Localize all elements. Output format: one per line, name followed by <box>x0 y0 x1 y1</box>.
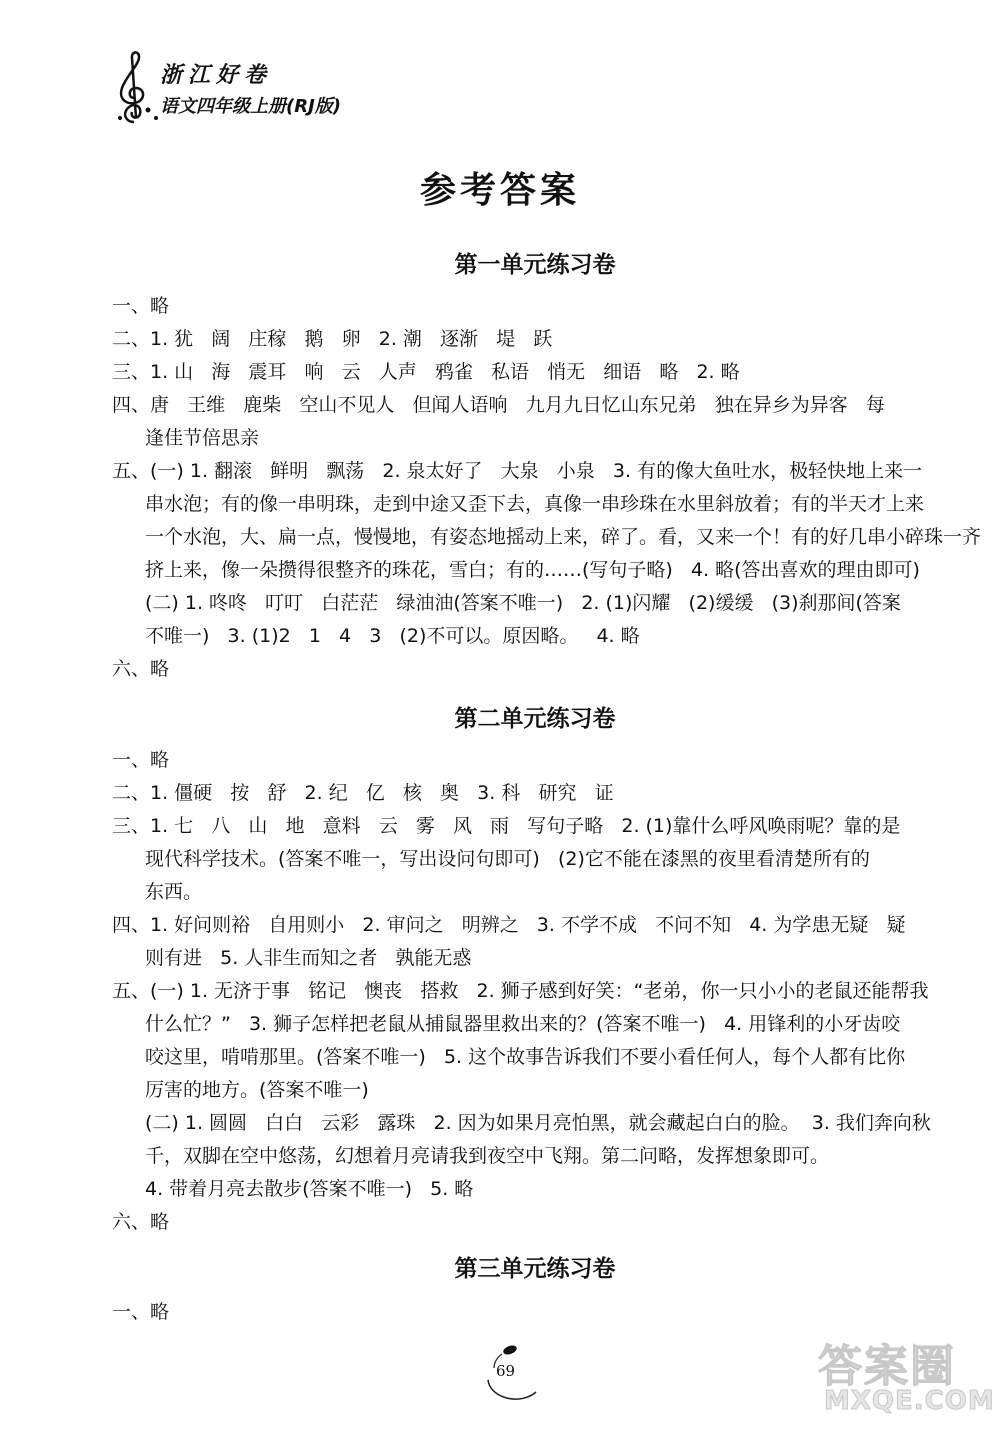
page-number <box>480 1340 550 1410</box>
answer-line: 什么忙？” 3. 狮子怎样把老鼠从捕鼠器里救出来的？(答案不唯一) 4. 用锋利的小牙齿咬 <box>145 1013 901 1035</box>
book-header <box>112 48 452 128</box>
answer-line: 东西。 <box>145 881 203 903</box>
watermark-bottom: MXQE.COM <box>824 1386 995 1416</box>
answer-line: 挤上来，像一朵攒得很整齐的珠花，雪白；有的……(写句子略) 4. 略(答出喜欢的理由即可) <box>145 559 920 581</box>
answer-line: 二、1. 犹 阔 庄稼 鹅 卵 2. 潮 逐渐 堤 跃 <box>112 328 553 350</box>
answer-line: 不唯一) 3. (1)2 1 4 3 (2)不可以。原因略。 4. 略 <box>145 625 640 647</box>
watermark-top: 答案圈 <box>818 1341 956 1392</box>
answer-line: (二) 1. 咚咚 叮叮 白茫茫 绿油油(答案不唯一) 2. (1)闪耀 (2)缓缓 (3)刹那间(答案 <box>145 592 901 614</box>
unit-1-title: 第一单元练习卷 <box>454 252 616 278</box>
answer-line: 三、1. 山 海 震耳 响 云 人声 鸦雀 私语 悄无 细语 略 2. 略 <box>112 361 740 383</box>
answer-line: 一、略 <box>112 749 170 771</box>
answer-line: 二、1. 僵硬 按 舒 2. 纪 亿 核 奥 3. 科 研究 证 <box>112 782 614 804</box>
answer-line: 咬这里，啃啃那里。(答案不唯一) 5. 这个故事告诉我们不要小看任何人，每个人都有比你 <box>145 1046 906 1068</box>
page-title: 参考答案 <box>419 170 580 211</box>
book-subtitle: 语文四年级上册(RJ版) <box>160 96 342 117</box>
answer-line: 三、1. 七 八 山 地 意料 云 雾 风 雨 写句子略 2. (1)靠什么呼风唤雨呢？靠的是 <box>112 815 901 837</box>
answer-line: 五、(一) 1. 翻滚 鲜明 飘荡 2. 泉太好了 大泉 小泉 3. 有的像大鱼吐水，极轻快地上来一 <box>112 460 923 482</box>
brand-title: 浙江好卷 <box>160 62 273 88</box>
answer-line: 现代科学技术。(答案不唯一，写出设问句即可) (2)它不能在漆黑的夜里看清楚所有的 <box>145 848 870 870</box>
answer-line: 一、略 <box>112 295 170 317</box>
answer-line: 五、(一) 1. 无济于事 铭记 懊丧 搭救 2. 狮子感到好笑：“老弟，你一只小小的老鼠还能帮我 <box>112 980 929 1002</box>
page-number-text: 69 <box>496 1362 516 1380</box>
answer-line: 六、略 <box>112 658 170 680</box>
answer-line: 四、1. 好问则裕 自用则小 2. 审问之 明辨之 3. 不学不成 不问不知 4. 为学患无疑 疑 <box>112 914 906 936</box>
answer-line: 厉害的地方。(答案不唯一) <box>145 1079 369 1101</box>
answer-line: 一个水泡，大、扁一点，慢慢地，有姿态地摇动上来，碎了。看，又来一个！有的好几串小碎珠一齐 <box>145 526 982 548</box>
answer-line: 则有进 5. 人非生而知之者 孰能无惑 <box>145 947 472 969</box>
unit-2-title: 第二单元练习卷 <box>454 706 616 732</box>
answer-line: 六、略 <box>112 1211 170 1233</box>
answer-line: 4. 带着月亮去散步(答案不唯一) 5. 略 <box>145 1178 474 1200</box>
answer-line: 一、略 <box>112 1301 170 1323</box>
answer-line: (二) 1. 圆圆 白白 云彩 露珠 2. 因为如果月亮怕黑，就会藏起白白的脸。 3. 我们奔向秋 <box>145 1112 931 1134</box>
answer-line: 串水泡；有的像一串明珠，走到中途又歪下去，真像一串珍珠在水里斜放着；有的半天才上来 <box>145 493 925 515</box>
answer-line: 四、唐 王维 鹿柴 空山不见人 但闻人语响 九月九日忆山东兄弟 独在异乡为异客 每 <box>112 394 885 416</box>
music-note-icon <box>112 48 162 128</box>
answer-line: 千，双脚在空中悠荡，幻想着月亮请我到夜空中飞翔。第二问略，发挥想象即可。 <box>145 1145 830 1167</box>
answer-line: 逢佳节倍思亲 <box>145 427 260 449</box>
watermark <box>818 1330 993 1420</box>
unit-3-title: 第三单元练习卷 <box>454 1256 616 1282</box>
